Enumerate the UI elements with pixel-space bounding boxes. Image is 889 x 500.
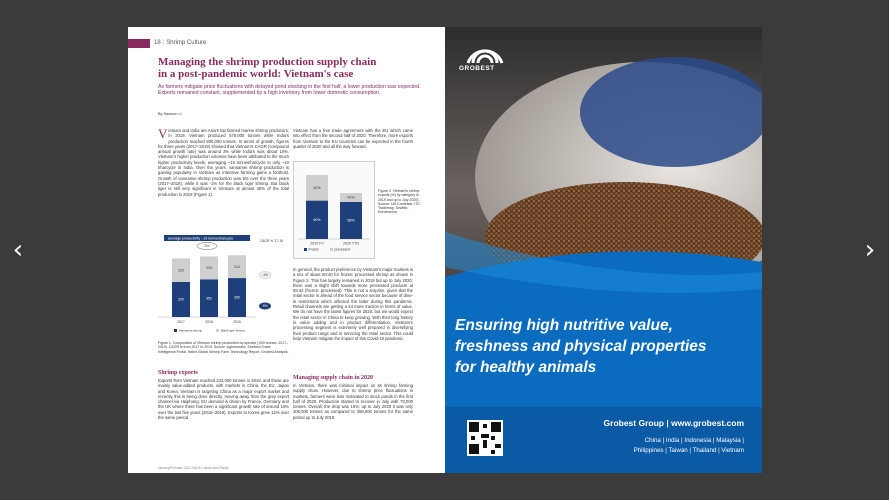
article-title: [158, 56, 428, 80]
cagr-heading: CAGR % '17-'19: [260, 239, 284, 243]
ad-headline: [455, 315, 755, 378]
figure-1-title: average productivity ~15 tonnes/ha/cycle: [168, 236, 234, 241]
column-2-paragraph-2: In general, the product preference by Vietnam's major markets is a mix of about 60:40 for frozen: processed shrimp as shown in Figure 2. This has largely remained in 2019 but up to July 2020, there was a slight shift towards more processed products at 58:42 (frozen: processed). This is not a surprise, given that the retail sector is ahead of the food service sector because of dine-in restrictions which affected the latter during this pandemic. Retail channels are getting a lot more traction in terms of value. We do not have the latest figures for 2020, but we would expect the retail sector in China to keep growing. With their long history in value adding and in product differentiation, Vietnam's processing segment is extremely well prepared in diversifying their product range and in servicing the retail sector. This could help Vietnam mitigate the impact of this Covid-19 pandemic.: [293, 267, 413, 341]
x-tick-2019: 2019: [233, 320, 241, 324]
page-spread: [128, 27, 762, 473]
article-deck: As farmers mitigate price fluctuations with delayed pond stocking in the first half, a lower production was expected. Exports remained constant, supplemented by a high inventory from lower domestic consumption.: [158, 84, 421, 97]
cagr-total-label: 3%: [204, 244, 210, 249]
legend-black-tiger: Black tiger shrimp: [221, 328, 245, 333]
countries-line-2: Philippines | Taiwan | Thailand | Vietnam: [633, 446, 744, 454]
contact-divider: |: [666, 418, 672, 428]
exports-paragraph: Exports from Vietnam reached 234,000 tonnes in 2019, and these are mainly value-added products, with markets in China, the EU, Japan and Korea. Vietnam is targeting China as a major export market and recently this is being done directly, moving away from the grey export channel via Haiphong. EU demand is driven by France, Germany and the UK where there has been a significant growth rate of around 10% over the last five years (2015–2019). Exports to Korea grew 12% over the same period.: [158, 378, 289, 421]
page-number: 18: [154, 40, 161, 46]
title-line-2: in a post-pandemic world: Vietnam's case: [158, 68, 354, 80]
supply-chain-paragraph: In Vietnam, there was minimal impact on its shrimp farming supply chain. However, due to shrimp price fluctuations in markets, farmers were less motivated to stock ponds in the first half of 2020. Production started to recover in July with 70,000 tonnes. Overall, the drop was 15%; up to July 2020 it was only 305,000 tonnes as compared to 358,000 tonnes for the same period up to July 2019.: [293, 383, 413, 420]
ad-background-photo: [445, 27, 762, 473]
contact-line: [604, 418, 744, 428]
running-header: [128, 38, 206, 48]
column-2-paragraph-1: Vietnam has a free trade agreement with the EU which came into effect from the second half of 2020. Therefore, more exports from Vietnam to the EU countries can be expected in the fourth quarter of 2020 and all the way forward.: [293, 128, 413, 149]
figure-2-caption: Figure 2. Vietnam's shrimp exports (%) by category in 2019 and up to July 2020). Source: UN Comtrade, ITC Trademap, Seafish, Euromonitor: [378, 189, 421, 215]
value-label-black-tiger-2018: 215: [206, 266, 212, 271]
figure-2-chart: [293, 161, 375, 259]
intro-paragraph: ietnam and India are Asia's top farmed marine shrimp producers; in 2019, Vietnam produced 579,000 tonnes while India's production reached 800,000 tonnes. In terms of growth, figures for three years (2017–2019) showed that Vietnam's CAGR (compound annual growth rate) was around 3% while India's was about 10%. Vietnam's higher production volumes have been attributed to the much higher productivity levels, averaging ~15 tonnes/ha/cycle to only ~10 t/ha/cycle in India. Over the years, vannamei shrimp production is gaining popularity in Vietnam as intensive farming gains a foothold. Growth of vannamei shrimp production was 5% over the three years (2017–2019), while it was -1% for the black tiger shrimp. But black tiger is still very significant in Vietnam at almost 40% of the total production in 2019 (Figure 1).: [158, 128, 289, 197]
headline-line-1: Ensuring high nutritive value,: [455, 317, 673, 334]
title-line-1: Managing the shrimp production supply chain: [158, 56, 377, 68]
x-tick-2020 YTD: 2020 YTD: [342, 241, 360, 246]
figure-1-chart: [158, 231, 290, 339]
header-divider: |: [162, 40, 165, 46]
x-tick-2018: 2018: [205, 320, 213, 324]
column-1-intro: [158, 128, 289, 197]
legend-frozen: Frozen: [308, 247, 319, 252]
legend-vannamei: Vannamei shrimp: [179, 328, 203, 333]
value-label-vannamei-2017: 329: [178, 297, 184, 302]
company-name: Grobest Group: [603, 418, 664, 428]
value-label-vannamei-2018: 353: [206, 296, 212, 301]
label-processed-2019 FY: 40%: [313, 186, 321, 190]
x-tick-2019 FY: 2019 FY: [310, 241, 324, 246]
cagr-black-tiger: -1%: [262, 273, 268, 278]
headline-line-3: for healthy animals: [455, 359, 597, 376]
label-processed-2020 YTD: 42%: [347, 195, 355, 200]
headline-line-2: freshness and physical properties: [455, 338, 707, 355]
article-page: [128, 27, 445, 473]
qr-code[interactable]: [467, 420, 503, 456]
next-page-button[interactable]: [858, 236, 882, 264]
website-link[interactable]: www.grobest.com: [671, 418, 744, 428]
subhead-shrimp-exports: Shrimp exports: [158, 370, 198, 376]
previous-page-button[interactable]: [6, 236, 30, 264]
label-frozen-2019 FY: 60%: [313, 218, 321, 222]
brand-name: GROBEST: [459, 65, 495, 72]
dropcap: V: [158, 126, 168, 141]
value-label-black-tiger-2017: 220: [178, 268, 184, 273]
chevron-left-icon: ‹: [12, 235, 24, 265]
value-label-black-tiger-2019: 214: [234, 264, 240, 269]
x-tick-2017: 2017: [177, 320, 185, 324]
chevron-right-icon: ›: [864, 235, 876, 265]
cagr-vannamei: 5%: [262, 304, 268, 309]
byline: By Samson Li: [158, 112, 182, 116]
header-accent-bar: [128, 39, 150, 48]
value-label-vannamei-2019: 365: [234, 295, 240, 300]
section-label: Shrimp Culture: [166, 40, 207, 46]
countries-line-1: China | India | Indonesia | Malaysia |: [644, 437, 744, 444]
advertisement-page: [445, 27, 762, 473]
country-list: [584, 436, 744, 455]
label-frozen-2020 YTD: 58%: [347, 218, 355, 223]
subhead-managing-supply-chain: Managing supply chain in 2020: [293, 375, 374, 381]
page-footer: January/February 2021 AQUA Culture Asia Pacific: [158, 466, 229, 470]
figure-1-caption: Figure 1. Composition of Vietnam shrimp production by species ('000 tonnes, 2017–2019). CAGR is from 2017 to 2019. Source: Agromonitor, Seafood Trade Intelligence Portal, Hatch Global Shrimp Farm Technology Report, Grobest Analysis.: [158, 341, 289, 354]
legend-processed: processed: [334, 247, 350, 252]
